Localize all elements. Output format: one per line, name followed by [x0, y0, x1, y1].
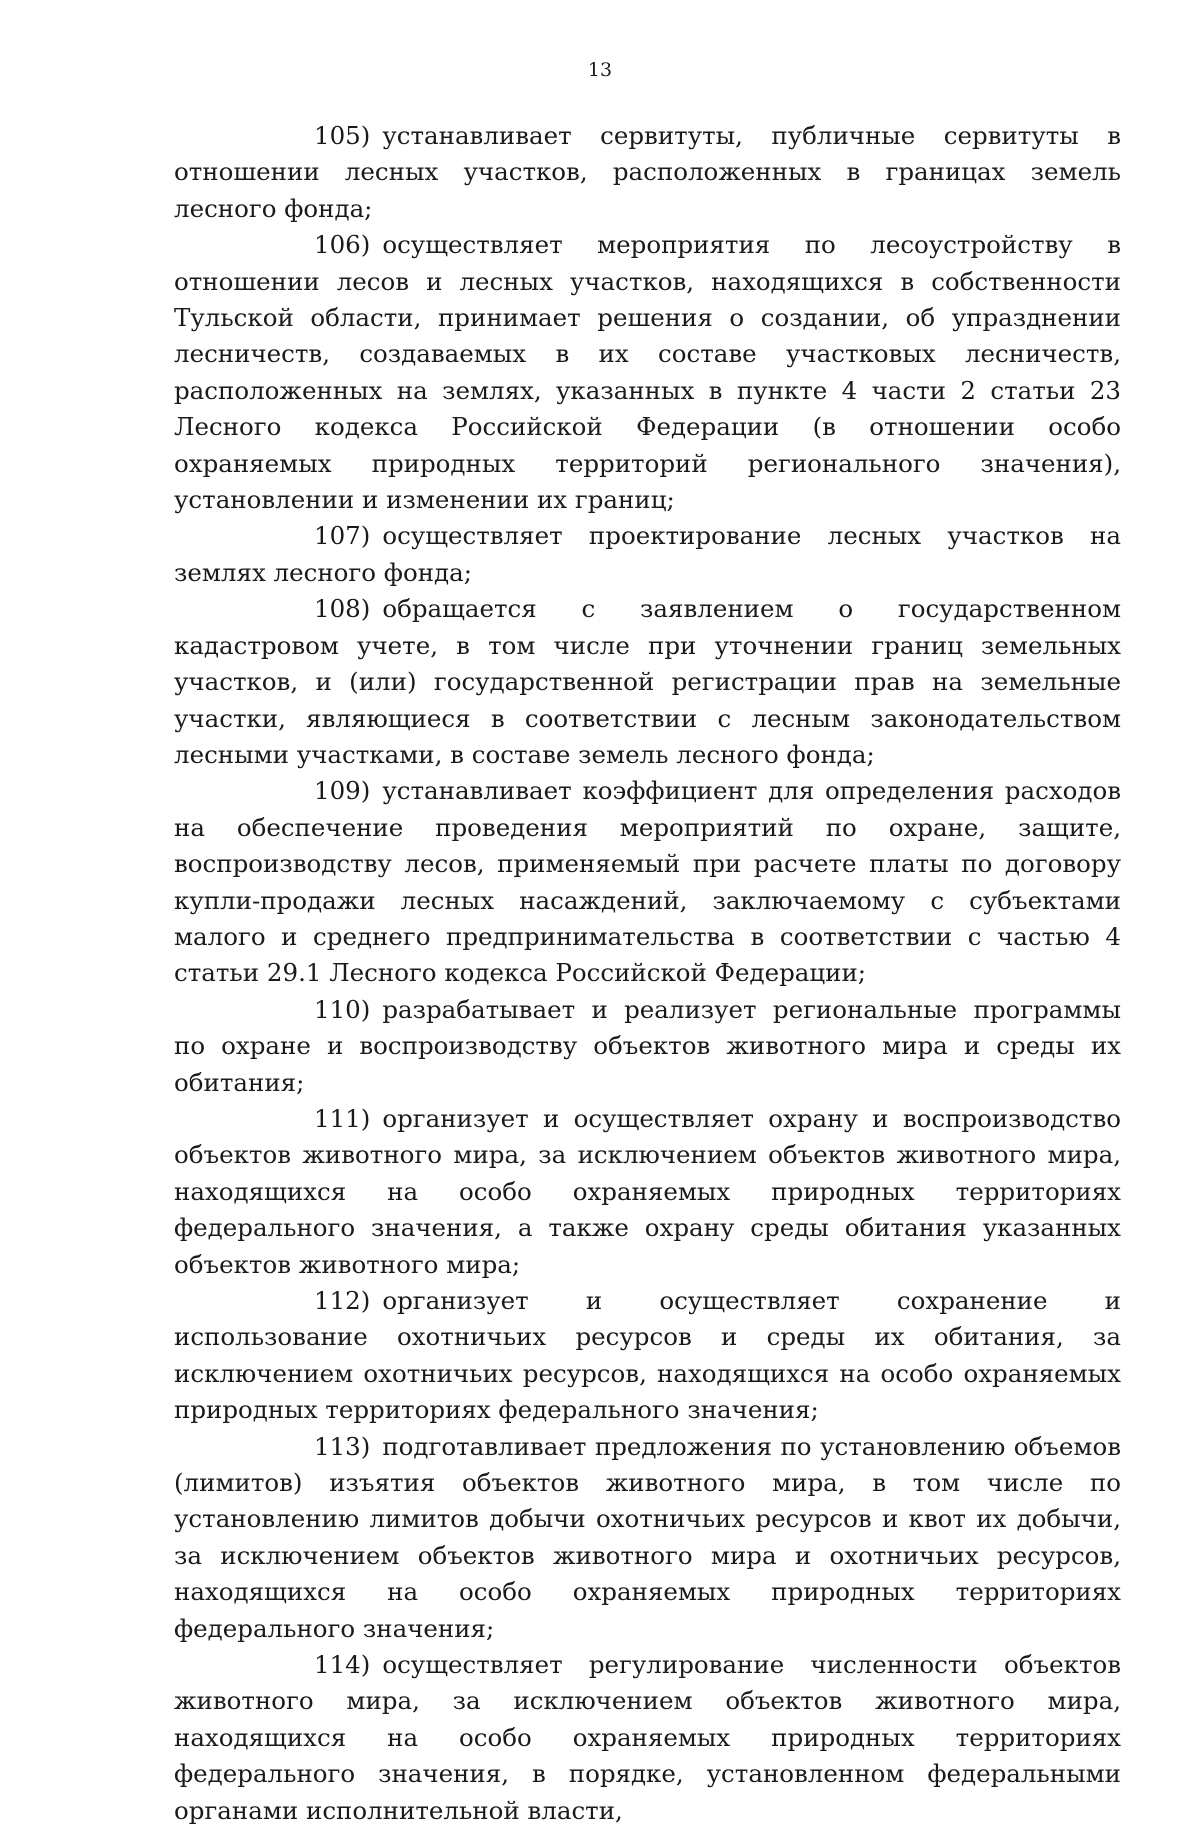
list-item-111	[174, 1101, 1121, 1283]
page-number: 13	[587, 59, 613, 81]
list-item-113	[174, 1429, 1121, 1647]
item-number: 113)	[314, 1431, 371, 1461]
list-item-110	[174, 992, 1121, 1101]
item-text: осуществляет проектирование лесных участков на землях лесного фонда;	[174, 521, 1121, 587]
list-item-106	[174, 227, 1121, 518]
item-number: 105)	[314, 121, 371, 150]
item-text: устанавливает коэффициент для определения расходов на обеспечение проведения мероприятий по охране, защите, воспроизводству лесов, применяемый при расчете платы по договору купли-продажи лесных насаждений, заключаемому с субъектами малого и среднего предпринимательства в соответствии с частью 4 статьи 29.1 Лесного кодекса Российской Федерации;	[174, 776, 1121, 988]
item-number: 111)	[314, 1103, 371, 1133]
item-number: 108)	[314, 594, 371, 624]
list-item-109	[174, 773, 1121, 991]
item-text: разрабатывает и реализует региональные программы по охране и воспроизводству объектов животного мира и среды их обитания;	[174, 994, 1121, 1097]
item-text: подготавливает предложения по установлению объемов (лимитов) изъятия объектов животного мира, в том числе по установлению лимитов добычи охотничьих ресурсов и квот их добычи, за исключением объектов животного мира и охотничьих ресурсов, находящихся на особо охраняемых природных территориях федерального значения;	[174, 1431, 1121, 1643]
item-number: 112)	[314, 1286, 371, 1315]
item-number: 114)	[314, 1650, 371, 1680]
list-item-105	[174, 118, 1121, 227]
list-item-108	[174, 591, 1121, 773]
item-text: обращается с заявлением о государственном кадастровом учете, в том числе при уточнении границ земельных участков, и (или) государственной регистрации прав на земельные участки, являющиеся в соответствии с лесным законодательством лесными участками, в составе земель лесного фонда;	[174, 594, 1121, 769]
item-number: 109)	[314, 776, 371, 806]
item-number: 110)	[314, 994, 371, 1024]
item-text: осуществляет регулирование численности объектов животного мира, за исключением объектов животного мира, находящихся на особо охраняемых природных территориях федерального значения, в порядке, установленном федеральными органами исполнительной власти,	[174, 1650, 1121, 1825]
document-body	[174, 118, 1121, 1829]
list-item-112	[174, 1283, 1121, 1429]
item-text: организует и осуществляет охрану и воспроизводство объектов животного мира, за исключением объектов животного мира, находящихся на особо охраняемых природных территориях федерального значения, а также охрану среды обитания указанных объектов животного мира;	[174, 1103, 1121, 1279]
list-item-114	[174, 1647, 1121, 1829]
item-number: 106)	[314, 230, 371, 260]
item-text: организует и осуществляет сохранение и использование охотничьих ресурсов и среды их обитания, за исключением охотничьих ресурсов, находящихся на особо охраняемых природных территориях федерального значения;	[174, 1286, 1121, 1425]
item-text: осуществляет мероприятия по лесоустройству в отношении лесов и лесных участков, находящихся в собственности Тульской области, принимает решения о создании, об упразднении лесничеств, создаваемых в их составе участковых лесничеств, расположенных на землях, указанных в пункте 4 части 2 статьи 23 Лесного кодекса Российской Федерации (в отношении особо охраняемых природных территорий регионального значения), установлении и изменении их границ;	[174, 230, 1121, 515]
item-number: 107)	[314, 521, 371, 551]
list-item-107	[174, 518, 1121, 591]
item-text: устанавливает сервитуты, публичные сервитуты в отношении лесных участков, расположенных в границах земель лесного фонда;	[174, 121, 1121, 223]
